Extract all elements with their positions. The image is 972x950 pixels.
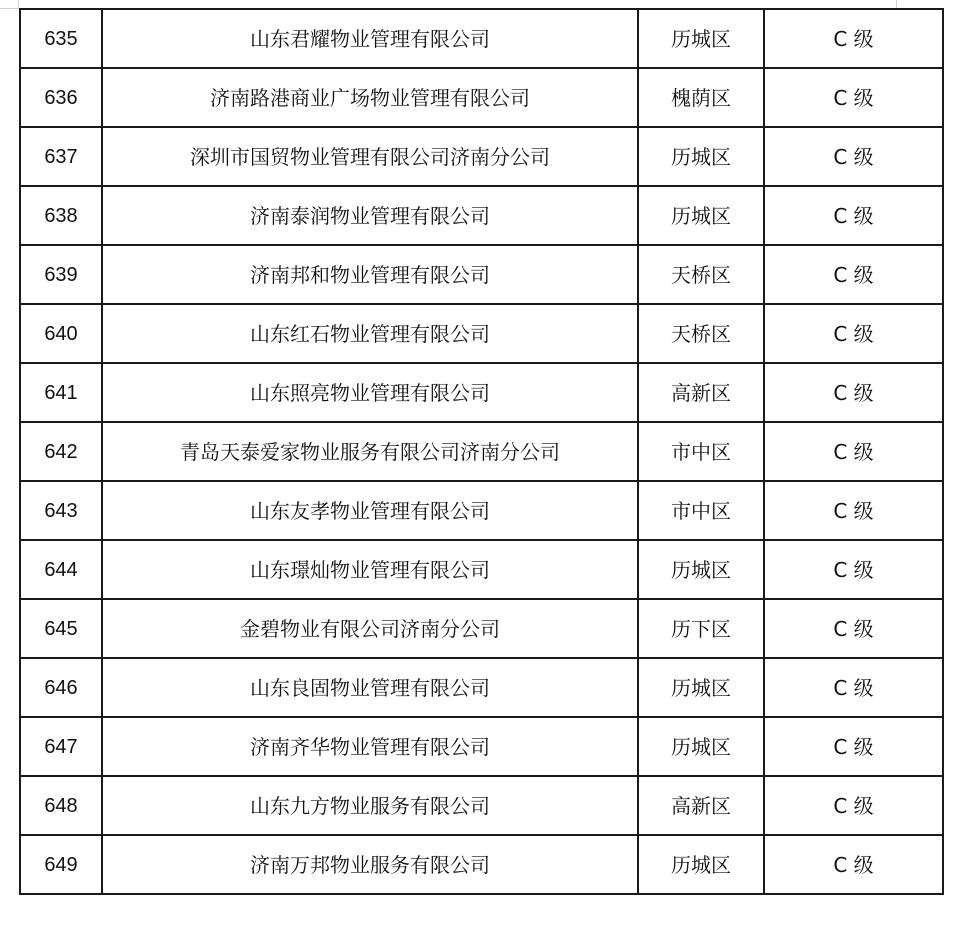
district-cell: 历城区 bbox=[638, 658, 764, 717]
district-cell: 历城区 bbox=[638, 835, 764, 894]
district-cell: 市中区 bbox=[638, 422, 764, 481]
row-number-cell: 642 bbox=[20, 422, 102, 481]
grade-cell: C 级 bbox=[764, 68, 943, 127]
table-row bbox=[20, 186, 943, 245]
company-name-cell: 济南邦和物业管理有限公司 bbox=[102, 245, 638, 304]
row-number-cell: 646 bbox=[20, 658, 102, 717]
table-row bbox=[20, 363, 943, 422]
table-row bbox=[20, 658, 943, 717]
grade-cell: C 级 bbox=[764, 363, 943, 422]
district-cell: 高新区 bbox=[638, 363, 764, 422]
grade-cell: C 级 bbox=[764, 127, 943, 186]
district-cell: 天桥区 bbox=[638, 304, 764, 363]
table-row bbox=[20, 9, 943, 68]
table-row bbox=[20, 68, 943, 127]
row-number-cell: 637 bbox=[20, 127, 102, 186]
row-number-cell: 641 bbox=[20, 363, 102, 422]
table-row bbox=[20, 599, 943, 658]
table-row bbox=[20, 776, 943, 835]
company-name-cell: 济南万邦物业服务有限公司 bbox=[102, 835, 638, 894]
grade-cell: C 级 bbox=[764, 245, 943, 304]
district-cell: 历城区 bbox=[638, 9, 764, 68]
page-corner-mark-left bbox=[0, 0, 19, 9]
company-name-cell: 深圳市国贸物业管理有限公司济南分公司 bbox=[102, 127, 638, 186]
company-name-cell: 济南齐华物业管理有限公司 bbox=[102, 717, 638, 776]
row-number-cell: 644 bbox=[20, 540, 102, 599]
row-number-cell: 640 bbox=[20, 304, 102, 363]
grade-cell: C 级 bbox=[764, 481, 943, 540]
table-row bbox=[20, 127, 943, 186]
grade-cell: C 级 bbox=[764, 776, 943, 835]
grade-cell: C 级 bbox=[764, 422, 943, 481]
company-name-cell: 山东璟灿物业管理有限公司 bbox=[102, 540, 638, 599]
table-row bbox=[20, 540, 943, 599]
company-name-cell: 山东良固物业管理有限公司 bbox=[102, 658, 638, 717]
grade-cell: C 级 bbox=[764, 599, 943, 658]
table-row bbox=[20, 717, 943, 776]
company-name-cell: 济南泰润物业管理有限公司 bbox=[102, 186, 638, 245]
table-row bbox=[20, 304, 943, 363]
grade-cell: C 级 bbox=[764, 186, 943, 245]
row-number-cell: 635 bbox=[20, 9, 102, 68]
row-number-cell: 649 bbox=[20, 835, 102, 894]
row-number-cell: 648 bbox=[20, 776, 102, 835]
district-cell: 历城区 bbox=[638, 186, 764, 245]
row-number-cell: 639 bbox=[20, 245, 102, 304]
grade-cell: C 级 bbox=[764, 835, 943, 894]
company-name-cell: 山东君耀物业管理有限公司 bbox=[102, 9, 638, 68]
property-company-grade-table bbox=[19, 8, 944, 895]
district-cell: 槐荫区 bbox=[638, 68, 764, 127]
row-number-cell: 647 bbox=[20, 717, 102, 776]
table-body bbox=[20, 9, 943, 894]
district-cell: 历城区 bbox=[638, 540, 764, 599]
row-number-cell: 636 bbox=[20, 68, 102, 127]
district-cell: 高新区 bbox=[638, 776, 764, 835]
company-name-cell: 济南路港商业广场物业管理有限公司 bbox=[102, 68, 638, 127]
district-cell: 市中区 bbox=[638, 481, 764, 540]
grade-cell: C 级 bbox=[764, 658, 943, 717]
company-name-cell: 山东九方物业服务有限公司 bbox=[102, 776, 638, 835]
table-row bbox=[20, 422, 943, 481]
grade-cell: C 级 bbox=[764, 9, 943, 68]
company-name-cell: 山东照亮物业管理有限公司 bbox=[102, 363, 638, 422]
table-row bbox=[20, 835, 943, 894]
district-cell: 历下区 bbox=[638, 599, 764, 658]
row-number-cell: 645 bbox=[20, 599, 102, 658]
company-name-cell: 青岛天泰爱家物业服务有限公司济南分公司 bbox=[102, 422, 638, 481]
company-name-cell: 山东红石物业管理有限公司 bbox=[102, 304, 638, 363]
grade-cell: C 级 bbox=[764, 717, 943, 776]
table-row bbox=[20, 481, 943, 540]
grade-cell: C 级 bbox=[764, 540, 943, 599]
row-number-cell: 643 bbox=[20, 481, 102, 540]
company-name-cell: 金碧物业有限公司济南分公司 bbox=[102, 599, 638, 658]
district-cell: 历城区 bbox=[638, 127, 764, 186]
table-row bbox=[20, 245, 943, 304]
grade-cell: C 级 bbox=[764, 304, 943, 363]
company-name-cell: 山东友孝物业管理有限公司 bbox=[102, 481, 638, 540]
district-cell: 天桥区 bbox=[638, 245, 764, 304]
row-number-cell: 638 bbox=[20, 186, 102, 245]
district-cell: 历城区 bbox=[638, 717, 764, 776]
